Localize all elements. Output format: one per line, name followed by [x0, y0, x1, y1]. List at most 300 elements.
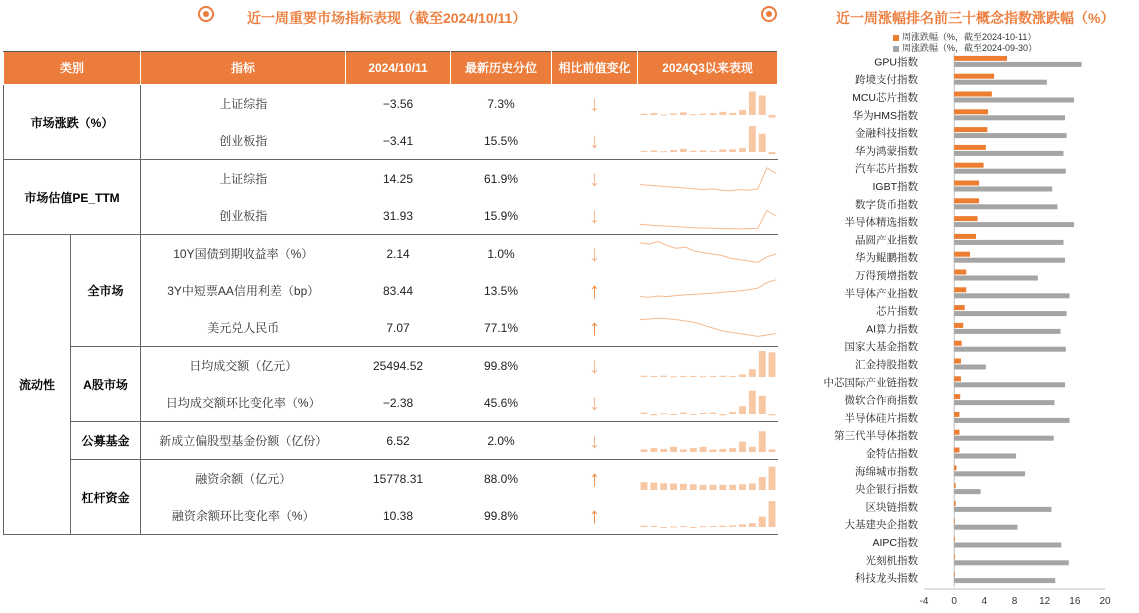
arrow-up-icon: ↑: [589, 277, 601, 303]
sparkline: [639, 386, 777, 420]
bar-oct11: [954, 127, 987, 132]
sparkline: [639, 499, 777, 533]
bar-sep30: [954, 543, 1061, 548]
sparkline-bar: [640, 150, 647, 151]
legend-label: 周涨跌幅（%，截至2024-10-11）: [902, 32, 1037, 42]
indicator-name: 美元兑人民币: [141, 309, 346, 347]
bar-oct11: [954, 109, 988, 114]
bar-oct11: [954, 323, 963, 328]
sparkline-bar: [640, 525, 647, 526]
sparkline-bar: [709, 449, 716, 452]
category-label: 海绵城市指数: [855, 465, 918, 478]
sparkline-bar: [689, 414, 696, 415]
bar-sep30: [954, 169, 1066, 174]
sparkline-bar: [670, 376, 677, 377]
sparkline-bar: [709, 525, 716, 526]
category-label: 中芯国际产业链指数: [823, 376, 918, 389]
bar-sep30: [954, 187, 1052, 192]
bar-sep30: [954, 240, 1063, 245]
change-cell: [552, 197, 638, 235]
arrow-down-icon: ↓: [589, 127, 601, 153]
sparkline-cell: [638, 497, 778, 535]
category-label: 微软合作商指数: [844, 394, 918, 407]
category-label: 华为HMS指数: [852, 109, 918, 122]
bar-sep30: [954, 400, 1054, 405]
bar-sep30: [954, 293, 1069, 298]
sparkline-bar: [719, 525, 726, 526]
bar-oct11: [954, 376, 961, 381]
bar-oct11: [954, 448, 959, 453]
bar-sep30: [954, 222, 1074, 227]
bar-sep30: [954, 204, 1057, 209]
sparkline-bar: [699, 412, 706, 413]
category-label: 国家大基金指数: [844, 341, 918, 354]
sparkline-bar: [650, 150, 657, 152]
arrow-down-icon: ↓: [589, 240, 601, 266]
indicator-value: −3.41: [346, 122, 451, 160]
x-tick-label: 12: [1039, 596, 1051, 607]
sparkline-bar: [640, 113, 647, 114]
sparkline-cell: [638, 309, 778, 347]
sparkline-bar: [640, 375, 647, 376]
sparkline: [639, 162, 777, 196]
bar-sep30: [954, 133, 1066, 138]
bar-oct11: [954, 430, 959, 435]
sparkline: [639, 349, 777, 383]
category-label: 大基建央企指数: [844, 519, 918, 532]
sparkline-bar: [729, 411, 736, 413]
bar-oct11: [954, 216, 977, 221]
bar-oct11: [954, 519, 955, 524]
bar-oct11: [954, 74, 994, 79]
bar-sep30: [954, 382, 1065, 387]
sparkline: [639, 199, 777, 233]
bar-oct11: [954, 465, 956, 470]
category-label: 金特估指数: [865, 448, 918, 460]
indicator-name: 融资余额环比变化率（%）: [141, 497, 346, 535]
bar-sep30: [954, 560, 1069, 565]
arrow-down-icon: ↓: [589, 427, 601, 453]
category-label: 金融科技指数: [855, 127, 918, 140]
table-row: [4, 235, 778, 273]
indicator-name: 创业板指: [141, 122, 346, 160]
sparkline-bar: [670, 483, 677, 490]
indicator-value: 14.25: [383, 171, 414, 186]
header-change: 相比前值变化: [552, 52, 638, 85]
bar-oct11: [954, 181, 979, 186]
sparkline-bar: [729, 448, 736, 452]
category-label: 华为鲲鹏指数: [855, 252, 918, 265]
sparkline-bar: [748, 523, 755, 527]
sparkline-bar: [709, 150, 716, 151]
change-cell: [552, 422, 638, 460]
category-label: 跨境支付指数: [855, 74, 918, 87]
category-label: 半导体精选指数: [844, 216, 918, 229]
category-label: 华为鸿蒙指数: [855, 145, 918, 158]
sparkline-bar: [699, 526, 706, 527]
sparkline-bar: [650, 375, 657, 376]
sparkline-bar: [748, 126, 755, 152]
sparkline-bar: [679, 412, 686, 414]
indicator-value: −3.56: [382, 96, 414, 111]
bar-sep30: [954, 471, 1025, 476]
bar-sep30: [954, 454, 1016, 459]
change-cell: [552, 309, 638, 347]
arrow-up-icon: ↑: [589, 502, 601, 528]
bar-oct11: [954, 572, 955, 577]
sparkline: [639, 462, 777, 496]
sparkline-bar: [670, 113, 677, 115]
sparkline-bar: [768, 352, 775, 377]
historical-percentile: 13.5%: [484, 283, 519, 298]
category-label: 数字货币指数: [855, 198, 918, 211]
arrow-down-icon: ↓: [589, 90, 601, 116]
bar-sep30: [954, 115, 1065, 120]
sparkline-bar: [640, 482, 647, 490]
sparkline-line: [640, 318, 776, 336]
change-cell: [552, 235, 638, 273]
sparkline-cell: [638, 422, 778, 460]
sparkline-bar: [768, 115, 775, 118]
sparkline-bar: [699, 150, 706, 152]
legend-label: 周涨跌幅（%，截至2024-09-30）: [902, 43, 1038, 53]
sparkline-bar: [660, 527, 667, 528]
sparkline-bar: [689, 375, 696, 376]
sparkline-cell: [638, 122, 778, 160]
indicator-value: 15778.31: [372, 471, 424, 486]
change-cell: [552, 497, 638, 535]
category-label: AIPC指数: [872, 537, 918, 549]
sparkline-bar: [758, 395, 765, 413]
category-label: IGBT指数: [872, 181, 918, 193]
sparkline-bar: [758, 516, 765, 526]
indicator-name: 创业板指: [141, 197, 346, 235]
table-row: [4, 422, 778, 460]
left-title: 近一周重要市场指标表现（截至2024/10/11）: [247, 10, 527, 26]
sparkline-bar: [660, 448, 667, 451]
sparkline-bar: [768, 449, 775, 452]
indicator-value: 10.38: [346, 497, 451, 535]
change-cell: [552, 384, 638, 422]
sparkline-bar: [729, 525, 736, 527]
sparkline-bar: [748, 446, 755, 451]
sparkline: [639, 237, 777, 271]
bar-sep30: [954, 276, 1038, 281]
sparkline-bar: [640, 449, 647, 452]
sparkline-bar: [679, 483, 686, 489]
category-label: 万得预增指数: [855, 270, 918, 282]
sparkline-bar: [650, 414, 657, 415]
historical-percentile: 99.8%: [484, 358, 519, 373]
x-tick-label: -4: [919, 596, 929, 607]
concept-index-bar-chart: [790, 28, 1130, 613]
bar-oct11: [954, 252, 970, 257]
sparkline-bar: [729, 149, 736, 152]
arrow-up-icon: ↑: [589, 314, 601, 340]
historical-percentile: 99.8%: [451, 497, 552, 535]
sparkline-bar: [739, 374, 746, 377]
sparkline-bar: [719, 414, 726, 415]
bar-oct11: [954, 92, 992, 97]
sparkline-bar: [699, 484, 706, 489]
bar-oct11: [954, 305, 965, 310]
sparkline: [639, 124, 777, 158]
sparkline-bar: [719, 149, 726, 152]
sparkline-bar: [650, 482, 657, 489]
sparkline-bar: [650, 448, 657, 452]
sparkline-bar: [709, 375, 716, 376]
subcategory-cell: 杠杆资金: [71, 460, 141, 535]
sparkline-bar: [650, 112, 657, 114]
historical-percentile: 15.5%: [451, 122, 552, 160]
historical-percentile: 77.1%: [451, 309, 552, 347]
category-cell: 市场估值PE_TTM: [4, 160, 141, 235]
bar-oct11: [954, 287, 966, 292]
sparkline-bar: [739, 406, 746, 414]
sparkline-bar: [670, 526, 677, 527]
sparkline-bar: [699, 446, 706, 451]
sparkline-cell: [638, 235, 778, 273]
sparkline: [639, 311, 777, 345]
sparkline-bar: [758, 133, 765, 151]
bar-sep30: [954, 436, 1054, 441]
category-label: GPU指数: [874, 56, 918, 69]
sparkline-bar: [650, 525, 657, 526]
sparkline-bar: [689, 484, 696, 490]
indicator-value: 31.93: [346, 197, 451, 235]
change-cell: [552, 347, 638, 385]
category-label: 汽车芯片指数: [855, 163, 918, 176]
bar-sep30: [954, 525, 1017, 530]
sparkline-cell: [638, 160, 778, 198]
sparkline-bar: [709, 113, 716, 115]
sparkline-line: [640, 241, 776, 262]
sparkline-bar: [748, 91, 755, 114]
sparkline-bar: [758, 95, 765, 115]
sparkline-cell: [638, 272, 778, 309]
title-bullet-icon: [761, 6, 777, 22]
sparkline-bar: [719, 375, 726, 376]
sparkline-bar: [739, 484, 746, 490]
header-percentile: 最新历史分位: [451, 52, 552, 85]
table-row: [4, 160, 778, 198]
sparkline-bar: [739, 109, 746, 114]
bar-sep30: [954, 347, 1066, 352]
bar-sep30: [954, 365, 986, 370]
historical-percentile: 2.0%: [451, 422, 552, 460]
sparkline-line: [640, 210, 776, 229]
sparkline-bar: [660, 151, 667, 152]
sparkline: [639, 274, 777, 308]
sparkline-bar: [729, 375, 736, 376]
category-label: 央企银行指数: [855, 483, 918, 496]
category-label: 半导体产业指数: [844, 287, 918, 300]
bar-sep30: [954, 80, 1047, 85]
sparkline-bar: [689, 527, 696, 528]
sparkline-cell: [638, 460, 778, 498]
change-cell: [552, 272, 638, 309]
change-cell: [552, 160, 638, 198]
sparkline-bar: [758, 351, 765, 377]
category-label: 区块链指数: [865, 501, 918, 514]
category-cell: 市场涨跌（%）: [4, 85, 141, 160]
sparkline-bar: [679, 112, 686, 115]
x-tick-label: 8: [1011, 596, 1018, 607]
category-label: AI算力指数: [866, 323, 918, 336]
category-label: 晶圆产业指数: [855, 234, 918, 247]
bar-sep30: [954, 507, 1051, 512]
arrow-down-icon: ↓: [589, 352, 601, 378]
indicator-name: 日均成交额（亿元）: [189, 359, 298, 373]
bar-oct11: [954, 198, 979, 203]
sparkline-bar: [640, 412, 647, 413]
x-tick-label: 20: [1099, 596, 1111, 607]
header-since-q3: 2024Q3以来表现: [638, 52, 778, 85]
sparkline-bar: [748, 390, 755, 413]
sparkline-cell: [638, 85, 778, 123]
bar-sep30: [954, 489, 980, 494]
sparkline-bar: [768, 466, 775, 489]
bar-sep30: [954, 98, 1074, 103]
sparkline-bar: [660, 375, 667, 376]
sparkline-line: [640, 279, 776, 296]
sparkline-bar: [719, 448, 726, 451]
bar-sep30: [954, 311, 1066, 316]
indicator-name: 10Y国债到期收益率（%）: [173, 247, 314, 261]
x-tick-label: 0: [951, 596, 957, 607]
bar-oct11: [954, 56, 1007, 61]
arrow-down-icon: ↓: [589, 165, 601, 191]
sparkline: [639, 87, 777, 121]
bar-oct11: [954, 359, 961, 364]
sparkline-bar: [689, 448, 696, 452]
sparkline-bar: [768, 152, 775, 154]
sparkline-bar: [660, 413, 667, 414]
subcategory-cell: 公募基金: [71, 422, 141, 460]
arrow-down-icon: ↓: [589, 389, 601, 415]
sparkline-cell: [638, 384, 778, 422]
historical-percentile: 61.9%: [484, 171, 519, 186]
historical-percentile: 1.0%: [487, 246, 515, 261]
sparkline-bar: [758, 477, 765, 490]
sparkline-bar: [679, 375, 686, 376]
bar-oct11: [954, 163, 983, 168]
change-cell: [552, 460, 638, 498]
indicator-name: 融资余额（亿元）: [195, 472, 292, 486]
sparkline-bar: [768, 414, 775, 415]
sparkline: [639, 424, 777, 458]
x-tick-label: 16: [1069, 596, 1081, 607]
bar-sep30: [954, 151, 1063, 156]
sparkline-bar: [748, 369, 755, 377]
category-label: 汇金持股指数: [855, 359, 918, 371]
sparkline-cell: [638, 347, 778, 385]
bar-sep30: [954, 329, 1060, 334]
indicator-value: 25494.52: [372, 358, 424, 373]
sparkline-bar: [660, 114, 667, 115]
bar-oct11: [954, 554, 955, 559]
sparkline-bar: [670, 414, 677, 415]
sparkline-bar: [660, 483, 667, 490]
table-row: [4, 85, 778, 123]
category-label: 光刻机指数: [865, 554, 918, 567]
historical-percentile: 7.3%: [487, 96, 515, 111]
sparkline-line: [640, 167, 776, 190]
header-indicator: 指标: [141, 52, 346, 85]
category-cell: 流动性: [4, 235, 71, 535]
historical-percentile: 45.6%: [451, 384, 552, 422]
category-label: MCU芯片指数: [852, 92, 918, 104]
table-row: [4, 347, 778, 385]
sparkline-bar: [679, 148, 686, 151]
bar-oct11: [954, 270, 966, 275]
category-label: 芯片指数: [876, 305, 918, 318]
sparkline-bar: [739, 441, 746, 451]
change-cell: [552, 122, 638, 160]
bar-sep30: [954, 418, 1069, 423]
arrow-up-icon: ↑: [589, 465, 601, 491]
bar-sep30: [954, 62, 1081, 67]
historical-percentile: 88.0%: [484, 471, 519, 486]
sparkline-bar: [739, 524, 746, 527]
indicator-value: −2.38: [346, 384, 451, 422]
sparkline-bar: [768, 501, 775, 527]
bar-oct11: [954, 501, 956, 506]
indicator-name: 上证综指: [219, 97, 268, 111]
indicator-name: 新成立偏股型基金份额（亿份）: [141, 422, 346, 460]
right-title: 近一周涨幅排名前三十概念指数涨跌幅（%）: [836, 10, 1115, 26]
bar-oct11: [954, 145, 986, 150]
indicator-value: 6.52: [346, 422, 451, 460]
bar-oct11: [954, 483, 956, 488]
bar-oct11: [954, 412, 959, 417]
sparkline-bar: [739, 148, 746, 152]
arrow-down-icon: ↓: [589, 202, 601, 228]
x-tick-label: 4: [981, 596, 988, 607]
category-label: 第三代半导体指数: [834, 430, 918, 443]
bar-sep30: [954, 578, 1055, 583]
sparkline-bar: [719, 484, 726, 489]
sparkline-bar: [679, 449, 686, 452]
category-label: 科技龙头指数: [855, 572, 918, 585]
sparkline-bar: [670, 446, 677, 451]
sparkline-bar: [729, 484, 736, 489]
bar-oct11: [954, 341, 962, 346]
category-label: 半导体硅片指数: [844, 412, 918, 425]
indicator-name: 3Y中短票AA信用利差（bp）: [167, 284, 320, 298]
title-bullet-icon: [198, 6, 214, 22]
sparkline-cell: [638, 197, 778, 235]
table-header-row: [4, 52, 778, 85]
sparkline-bar: [699, 113, 706, 114]
sparkline-bar: [689, 114, 696, 115]
sparkline-bar: [689, 150, 696, 151]
indicator-name: 日均成交额环比变化率（%）: [141, 384, 346, 422]
historical-percentile: 15.9%: [451, 197, 552, 235]
sparkline-bar: [670, 149, 677, 151]
indicator-name: 上证综指: [219, 172, 268, 186]
change-cell: [552, 85, 638, 123]
sparkline-bar: [699, 376, 706, 377]
bar-oct11: [954, 234, 976, 239]
subcategory-cell: 全市场: [71, 235, 141, 347]
sparkline-bar: [729, 112, 736, 114]
sparkline-bar: [719, 111, 726, 114]
header-category: 类别: [4, 52, 141, 85]
subcategory-cell: A股市场: [71, 347, 141, 422]
sparkline-bar: [679, 525, 686, 526]
indicator-value: 7.07: [346, 309, 451, 347]
